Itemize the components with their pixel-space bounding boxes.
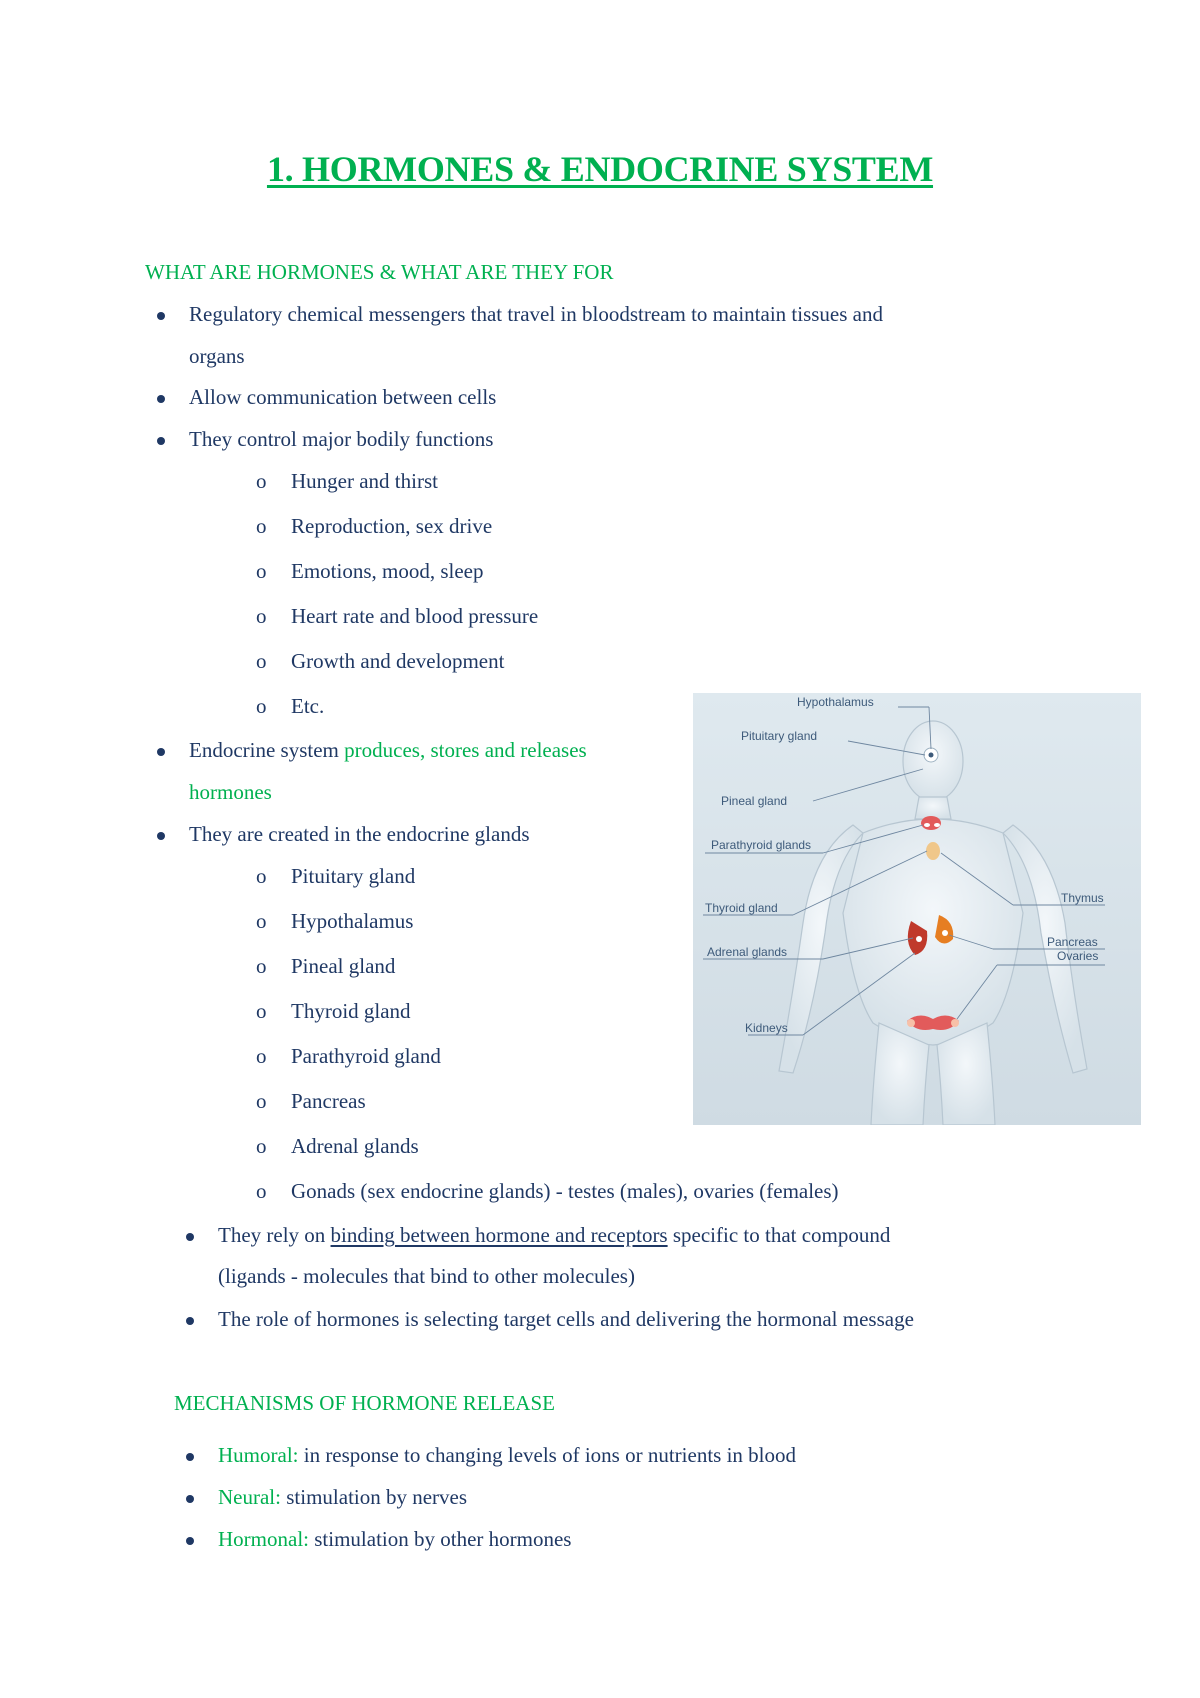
sub-list-item: Pineal gland	[291, 954, 396, 978]
bullet-icon	[186, 1537, 194, 1545]
sub-list-item: Etc.	[291, 694, 325, 718]
page-title: 1. HORMONES & ENDOCRINE SYSTEM	[266, 149, 934, 189]
mechanism-description: in response to changing levels of ions or nutrients in blood	[298, 1443, 796, 1467]
bullet-text-continued: organs	[189, 344, 245, 368]
mechanism-term: Humoral:	[218, 1443, 299, 1467]
bullet-text: Regulatory chemical messengers that travel in bloodstream to maintain tissues and	[189, 302, 883, 326]
figure-label-ovaries: Ovaries	[1057, 949, 1099, 963]
figure-label-adrenal: Adrenal glands	[707, 945, 788, 959]
bullet-icon	[186, 1453, 194, 1461]
sub-bullet-icon: o	[256, 864, 267, 888]
bullet-text-plain: Endocrine system	[189, 738, 345, 762]
bullet-text: The role of hormones is selecting target cells and delivering the hormonal message	[218, 1307, 914, 1331]
sub-bullet-icon: o	[256, 954, 267, 978]
figure-label-pituitary: Pituitary gland	[741, 729, 818, 743]
bullet-icon	[186, 1317, 194, 1325]
sub-list-item: Emotions, mood, sleep	[291, 559, 484, 583]
sub-list-item: Pancreas	[291, 1089, 366, 1113]
bullet-text	[218, 1223, 890, 1248]
mechanism-item	[218, 1527, 571, 1552]
bullet-text-plain: They rely on	[218, 1223, 331, 1247]
sub-bullet-icon: o	[256, 909, 267, 933]
figure-label-kidneys: Kidneys	[745, 1021, 788, 1035]
sub-bullet-icon: o	[256, 559, 267, 583]
figure-label-hypothalamus: Hypothalamus	[797, 695, 874, 709]
bullet-text: They control major bodily functions	[189, 427, 494, 451]
sub-bullet-icon: o	[256, 999, 267, 1023]
sub-bullet-icon: o	[256, 1044, 267, 1068]
sub-bullet-icon: o	[256, 649, 267, 673]
sub-list-item: Thyroid gland	[291, 999, 411, 1023]
endocrine-system-illustration	[693, 693, 1141, 1125]
bullet-icon	[157, 437, 165, 445]
bullet-icon	[186, 1495, 194, 1503]
bullet-icon	[186, 1233, 194, 1241]
sub-list-item: Gonads (sex endocrine glands) - testes (males), ovaries (females)	[291, 1179, 839, 1203]
sub-list-item: Growth and development	[291, 649, 505, 673]
bullet-icon	[157, 312, 165, 320]
sub-bullet-icon: o	[256, 604, 267, 628]
bullet-text-continued: (ligands - molecules that bind to other molecules)	[218, 1264, 635, 1288]
bullet-icon	[157, 748, 165, 756]
sub-bullet-icon: o	[256, 1134, 267, 1158]
sub-list-item: Adrenal glands	[291, 1134, 419, 1158]
mechanism-item	[218, 1443, 796, 1468]
sub-list-item: Reproduction, sex drive	[291, 514, 493, 538]
sub-bullet-icon: o	[256, 694, 267, 718]
sub-bullet-icon: o	[256, 1179, 267, 1203]
bullet-text-underlined: binding between hormone and receptors	[330, 1223, 668, 1247]
figure-label-parathyroid: Parathyroid glands	[711, 838, 812, 852]
bullet-text-highlight-continued: hormones	[189, 780, 272, 804]
bullet-icon	[157, 832, 165, 840]
bullet-text: Allow communication between cells	[189, 385, 497, 409]
mechanism-term: Neural:	[218, 1485, 281, 1509]
bullet-text-plain: specific to that compound	[667, 1223, 891, 1247]
sub-list-item: Hunger and thirst	[291, 469, 438, 493]
section-heading-hormones: WHAT ARE HORMONES & WHAT ARE THEY FOR	[145, 260, 614, 284]
bullet-text: They are created in the endocrine glands	[189, 822, 530, 846]
sub-bullet-icon: o	[256, 1089, 267, 1113]
mechanism-description: stimulation by nerves	[280, 1485, 468, 1509]
figure-label-thyroid: Thyroid gland	[705, 901, 778, 915]
figure-label-pancreas: Pancreas	[1047, 935, 1098, 949]
sub-list-item: Hypothalamus	[291, 909, 414, 933]
figure-label-pineal: Pineal gland	[721, 794, 788, 808]
sub-list-item: Pituitary gland	[291, 864, 416, 888]
sub-bullet-icon: o	[256, 469, 267, 493]
mechanism-item	[218, 1485, 467, 1510]
mechanism-description: stimulation by other hormones	[308, 1527, 572, 1551]
bullet-icon	[157, 395, 165, 403]
figure-label-thymus: Thymus	[1061, 891, 1104, 905]
sub-bullet-icon: o	[256, 514, 267, 538]
mechanism-term: Hormonal:	[218, 1527, 309, 1551]
bullet-text-highlight: produces, stores and releases	[344, 738, 587, 762]
sub-list-item: Heart rate and blood pressure	[291, 604, 539, 628]
section-heading-mechanisms: MECHANISMS OF HORMONE RELEASE	[174, 1391, 555, 1415]
sub-list-item: Parathyroid gland	[291, 1044, 441, 1068]
bullet-text	[189, 738, 587, 763]
